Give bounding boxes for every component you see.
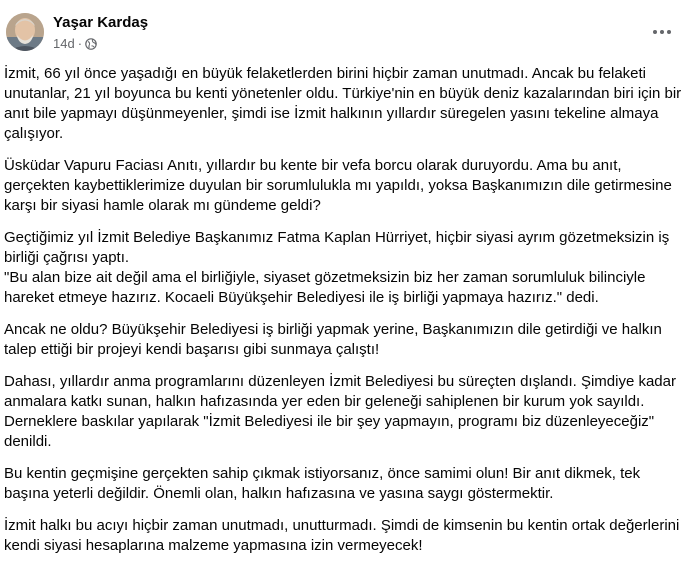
paragraph: Dahası, yıllardır anma programlarını düzenleyen İzmit Belediyesi bu süreçten dışlandı. Şimdiye kadar anmalara katkı sunan, halkın hafızasında yer eden bir geleneği sahiplenen bir kurum yok sayıldı. Derneklere baskılar yapılarak "İzmit Belediyesi ile bir şey yapmayın, programı biz düzenleyeceğiz" denildi. — [4, 373, 676, 450]
author-name[interactable]: Yaşar Kardaş — [53, 14, 149, 31]
paragraph: İzmit, 66 yıl önce yaşadığı en büyük felaketlerden birini hiçbir zaman unutmadı. Ancak bu felaketi unutanlar, 21 yıl boyunca bu kenti yönetenler oldu. Türkiye'nin en büyük deniz kazalarından biri için bir anıt bile yapmayı düşünmeyenler, şimdi ise İzmit halkının yıllardır süregelen yasını tekeline almaya çalışıyor. — [4, 65, 682, 142]
post-header — [0, 0, 690, 64]
paragraph: Ancak ne oldu? Büyükşehir Belediyesi iş birliği yapmak yerine, Başkanımızın dile getirdiği ve halkın talep ettiği bir projeyi kendi başarısı gibi sunmaya çalıştı! — [4, 321, 662, 358]
profile-photo — [6, 13, 44, 51]
post-meta — [53, 36, 97, 51]
meta-separator: · — [77, 36, 83, 51]
post-text — [4, 64, 682, 568]
more-options-icon[interactable] — [644, 18, 680, 46]
paragraph: Bu kentin geçmişine gerçekten sahip çıkmak istiyorsanız, önce samimi olun! Bir anıt dikmek, tek başına yeterli değildir. Önemli olan, halkın hafızasına ve yasına saygı göstermektir. — [4, 465, 641, 502]
paragraph: Geçtiğimiz yıl İzmit Belediye Başkanımız Fatma Kaplan Hürriyet, hiçbir siyasi ayrım gözetmeksizin iş birliği çağrısı yaptı. — [4, 229, 670, 266]
avatar[interactable] — [6, 13, 44, 51]
paragraph: İzmit halkı bu acıyı hiçbir zaman unutmadı, unutturmadı. Şimdi de kimsenin bu kentin ortak değerlerini kendi siyasi hesaplarına malzeme yapmasına izin vermeyecek! — [4, 517, 680, 554]
paragraph: "Bu alan bize ait değil ama el birliğiyle, siyaset gözetmeksizin biz her zaman sorumluluk bilinciyle hareket etmeye hazırız. Kocaeli Büyükşehir Belediyesi ile iş birliği yapmaya hazırız." dedi. — [4, 269, 646, 306]
globe-icon[interactable] — [85, 38, 97, 50]
paragraph: Üsküdar Vapuru Faciası Anıtı, yıllardır bu kente bir vefa borcu olarak duruyordu. Ama bu anıt, gerçekten kaybettiklerimize duyulan bir sorumlulukla mı yapıldı, yoksa Başkanımızın dile getirmesine karşı bir siyasi hamle olarak mı gündeme geldi? — [4, 157, 672, 214]
post-timestamp[interactable]: 14d — [53, 36, 75, 51]
